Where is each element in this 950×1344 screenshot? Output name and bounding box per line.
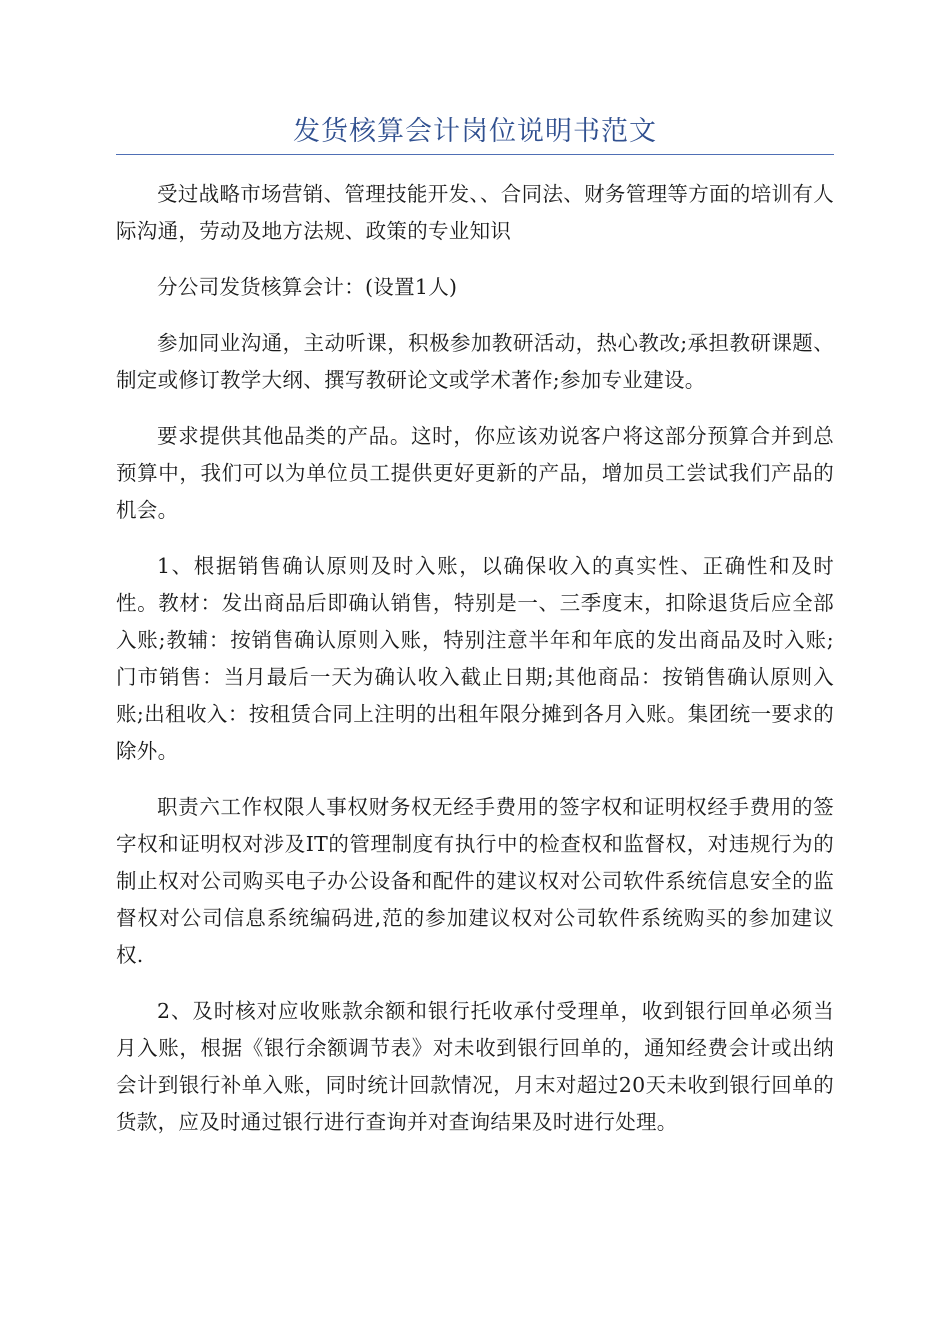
paragraph-duty-authority: 职责六工作权限人事权财务权无经手费用的签字权和证明权经手费用的签字权和证明权对涉及IT的管理制度有执行中的检查权和监督权，对违规行为的制止权对公司购买电子办公设备和配件的建议权对公司软件系统信息安全的监督权对公司信息系统编码进,范的参加建议权对公司软件系统购买的参加建议权. xyxy=(116,795,834,967)
paragraph-revenue-recognition: 1、根据销售确认原则及时入账，以确保收入的真实性、正确性和及时性。教材：发出商品后即确认销售，特别是一、三季度末，扣除退货后应全部入账;教辅：按销售确认原则入账，特别注意半年和年底的发出商品及时入账;门市销售：当月最后一天为确认收入截止日期;其他商品：按销售确认原则入账;出租收入：按租赁合同上注明的出租年限分摊到各月入账。集团统一要求的除外。 xyxy=(116,554,834,763)
paragraph-receivables-check: 2、及时核对应收账款余额和银行托收承付受理单，收到银行回单必须当月入账，根据《银行余额调节表》对未收到银行回单的，通知经费会计或出纳会计到银行补单入账，同时统计回款情况，月末对超过20天未收到银行回单的货款，应及时通过银行进行查询并对查询结果及时进行处理。 xyxy=(116,999,834,1134)
paragraph-product-budget: 要求提供其他品类的产品。这时，你应该劝说客户将这部分预算合并到总预算中，我们可以为单位员工提供更好更新的产品，增加员工尝试我们产品的机会。 xyxy=(116,424,834,522)
paragraph-position-count: 分公司发货核算会计：(设置1人) xyxy=(157,275,458,299)
document-body xyxy=(116,176,834,1160)
paragraph-training-requirements: 受过战略市场营销、管理技能开发、、合同法、财务管理等方面的培训有人际沟通，劳动及地方法规、政策的专业知识 xyxy=(116,182,834,243)
title-underline xyxy=(116,154,834,155)
document-title: 发货核算会计岗位说明书范文 xyxy=(293,116,657,147)
paragraph-teaching-activities: 参加同业沟通，主动听课，积极参加教研活动，热心教改;承担教研课题、制定或修订教学大纲、撰写教研论文或学术著作;参加专业建设。 xyxy=(116,331,834,392)
